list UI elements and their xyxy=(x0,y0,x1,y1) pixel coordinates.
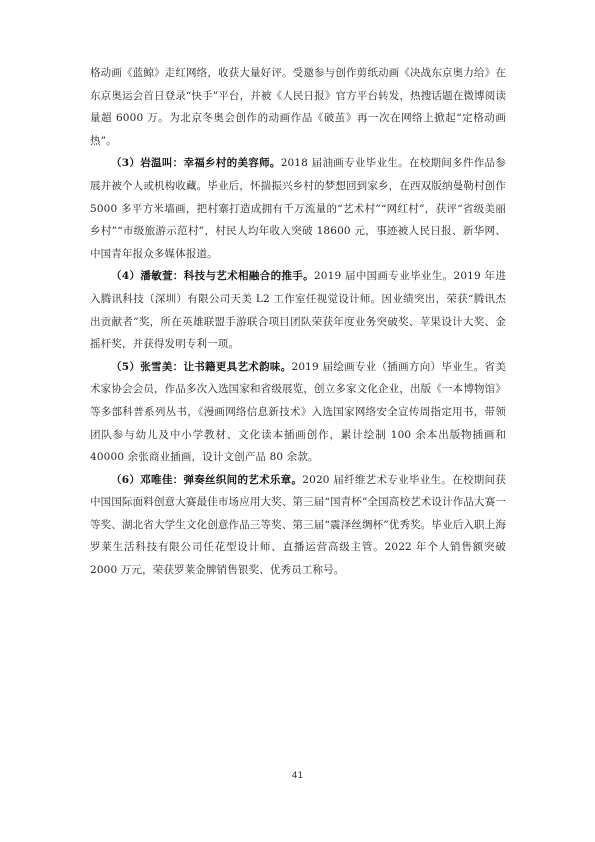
profile-paragraph xyxy=(90,152,506,265)
profile-body: 2019 届中国画专业毕业生。2019 年进入腾讯科技（深圳）有限公司天美 L2 工作室任视觉设计师。因业绩突出，荣获“腾讯杰出贡献者”奖，所在英雄联盟手游联合项目团队荣获年度业务突破奖、苹果设计大奖、金摇杆奖，并获得发明专利一项。 xyxy=(90,270,506,351)
intro-paragraph: 格动画《蓝鲸》走红网络，收获大量好评。受邀参与创作剪纸动画《决战东京奥力给》在东京奥运会首日登录“快手”平台，并被《人民日报》官方平台转发，热搜话题在微博阅读量超 6000 万。为北京冬奥会创作的动画作品《破茧》再一次在网络上掀起“定格动画热”。 xyxy=(90,67,506,147)
document-body xyxy=(90,62,506,582)
profile-body: 2020 届纤维艺术专业毕业生。在校期间获中国国际面料创意大赛最佳市场应用大奖、第三届“国青杯”全国高校艺术设计作品大赛一等奖、湖北省大学生文化创意作品三等奖、第三届“震泽丝绸杯”优秀奖。毕业后入职上海罗莱生活科技有限公司任花型设计师、直播运营高级主管。2022 年个人销售额突破 2000 万元，荣获罗莱金牌销售银奖、优秀员工称号。 xyxy=(90,473,506,577)
profile-paragraph xyxy=(90,265,506,355)
page-number: 41 xyxy=(291,771,304,781)
profile-heading: （5）张雪美：让书籍更具艺术韵味。 xyxy=(111,360,292,373)
profile-body: 2019 届绘画专业（插画方向）毕业生。省美术家协会会员，作品多次入选国家和省级展览，创立多家文化企业，出版《一本博物馆》等多部科普系列丛书，《漫画网络信息新技术》入选国家网络安全宣传周指定用书，带领团队参与幼儿及中小学教材、文化读本插画创作，累计绘制 100 余本出版物插画和 40000 余张商业插画，设计文创产品 80 余款。 xyxy=(90,360,506,464)
profile-paragraph xyxy=(90,356,506,469)
profile-heading: （4）潘敏萱：科技与艺术相融合的推手。 xyxy=(111,270,314,283)
profile-body: 2018 届油画专业毕业生。在校期间多件作品参展并被个人或机构收藏。毕业后，怀揣振兴乡村的梦想回到家乡，在西双版纳曼勒村创作 5000 多平方米墙画，把村寨打造成拥有千万流量的“艺术村”“网红村”，获评“省级美丽乡村”“市级旅游示范村”，村民人均年收入突破 18600 元，事迹被人民日报、新华网、中国青年报众多媒体报道。 xyxy=(90,157,506,260)
profile-paragraph xyxy=(90,469,506,582)
profile-heading: （6）邓唯佳：弹奏丝织间的艺术乐章。 xyxy=(111,473,303,486)
profile-heading: （3）岩温叫：幸福乡村的美容师。 xyxy=(111,157,281,170)
